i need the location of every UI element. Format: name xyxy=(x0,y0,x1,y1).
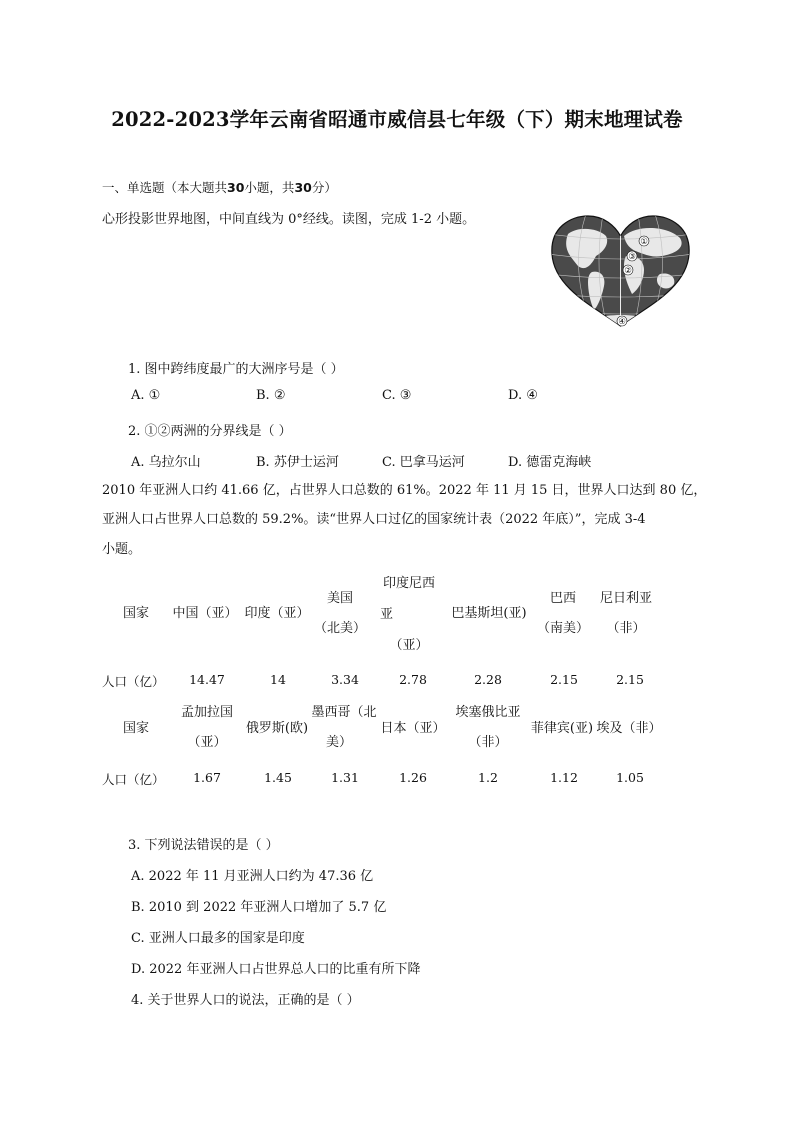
country-name: 埃及（非） xyxy=(596,721,662,736)
table-country xyxy=(172,698,242,758)
country-name-cont: 亚 xyxy=(380,607,394,622)
map-label-4: ④ xyxy=(618,317,626,327)
country-name: 中国（亚） xyxy=(172,606,238,621)
table-value: 1.67 xyxy=(193,770,221,785)
country-region: （北美） xyxy=(313,621,366,636)
question-4-stem: 4. 关于世界人口的说法，正确的是（ ） xyxy=(131,993,360,1008)
table-value: 1.2 xyxy=(478,770,498,785)
country-region: （亚） xyxy=(187,735,227,750)
section-end: 分） xyxy=(311,180,337,195)
intro-text-1: 心形投影世界地图，中间直线为 0°经线。读图，完成 1-2 小题。 xyxy=(102,212,476,227)
q2-option-c[interactable]: C. 巴拿马运河 xyxy=(382,455,465,470)
table-value: 1.05 xyxy=(616,770,644,785)
section-name: 一、单选题（本大题共 xyxy=(102,180,228,195)
table-header-label: 国家 xyxy=(122,721,149,736)
country-name: 印度（亚） xyxy=(244,606,310,621)
country-name: 孟加拉国 xyxy=(180,705,233,720)
intro-text-2-line-3: 小题。 xyxy=(102,542,142,557)
table-header-label: 国家 xyxy=(122,606,149,621)
page-title: 2022-2023学年云南省昭通市威信县七年级（下）期末地理试卷 xyxy=(111,108,683,131)
table-country xyxy=(310,584,370,644)
table-country xyxy=(308,698,380,758)
q2-option-b[interactable]: B. 苏伊士运河 xyxy=(256,455,339,470)
intro-text-2-line-1: 2010 年亚洲人口约 41.66 亿，占世界人口总数的 61%。2022 年 11 月 15 日，世界人口达到 80 亿， xyxy=(102,483,707,498)
table-value: 2.78 xyxy=(399,672,427,687)
table-value: 2.15 xyxy=(616,672,644,687)
table-country xyxy=(594,584,658,644)
table-value: 2.15 xyxy=(550,672,578,687)
country-name: 巴西 xyxy=(549,591,576,606)
intro-text-2-line-2: 亚洲人口占世界人口总数的 59.2%。读“世界人口过亿的国家统计表（2022 年底）”，完成 3-4 xyxy=(102,512,646,527)
q2-option-d[interactable]: D. 德雷克海峡 xyxy=(508,455,592,470)
country-name: 日本（亚） xyxy=(380,721,446,736)
q1-option-a[interactable]: A. ① xyxy=(131,388,161,403)
map-label-2: ② xyxy=(624,266,632,276)
country-name: 俄罗斯(欧) xyxy=(245,721,309,736)
country-name: 菲律宾(亚) xyxy=(530,721,594,736)
country-region: （亚） xyxy=(389,638,429,653)
table-value: 1.12 xyxy=(550,770,578,785)
q2-option-a[interactable]: A. 乌拉尔山 xyxy=(131,455,201,470)
table-country xyxy=(530,584,596,644)
q3-option-a[interactable]: A. 2022 年 11 月亚洲人口约为 47.36 亿 xyxy=(131,869,374,884)
q3-option-c[interactable]: C. 亚洲人口最多的国家是印度 xyxy=(131,931,305,946)
table-value: 14 xyxy=(270,672,286,687)
table-country xyxy=(376,568,442,661)
table-value: 1.26 xyxy=(399,770,427,785)
table-value: 14.47 xyxy=(189,672,225,687)
country-region: （南美） xyxy=(536,621,589,636)
question-2-stem: 2. ①②两洲的分界线是（ ） xyxy=(128,424,292,439)
question-1-stem: 1. 图中跨纬度最广的大洲序号是（ ） xyxy=(128,362,344,377)
table-value: 1.45 xyxy=(264,770,292,785)
q1-option-d[interactable]: D. ④ xyxy=(508,388,538,403)
country-name: 尼日利亚 xyxy=(599,591,652,606)
table-row-label: 人口（亿） xyxy=(102,674,165,689)
country-name: 美国 xyxy=(326,591,353,606)
q1-option-c[interactable]: C. ③ xyxy=(382,388,412,403)
table-country xyxy=(530,713,594,744)
table-country xyxy=(168,598,242,629)
table-country xyxy=(242,598,312,629)
country-name-cont: 美） xyxy=(326,735,353,750)
table-country xyxy=(594,713,664,744)
q3-option-b[interactable]: B. 2010 到 2022 年亚洲人口增加了 5.7 亿 xyxy=(131,900,387,915)
heart-world-map xyxy=(548,214,693,330)
question-3-stem: 3. 下列说法错误的是（ ） xyxy=(128,838,279,853)
table-value: 3.34 xyxy=(331,672,359,687)
table-country xyxy=(378,713,448,744)
table-value: 1.31 xyxy=(331,770,359,785)
q1-option-b[interactable]: B. ② xyxy=(256,388,286,403)
country-region: （非） xyxy=(606,621,646,636)
question-count: 30 xyxy=(227,180,245,195)
country-name: 印度尼西 xyxy=(382,576,435,591)
table-country xyxy=(244,713,310,744)
country-name: 埃塞俄比亚 xyxy=(455,705,521,720)
table-value: 2.28 xyxy=(474,672,502,687)
section-mid: 小题，共 xyxy=(244,180,295,195)
table-country xyxy=(448,698,528,758)
country-name: 巴基斯坦(亚) xyxy=(451,606,527,621)
table-country xyxy=(444,598,534,629)
section-heading xyxy=(102,178,337,196)
score-total: 30 xyxy=(294,180,312,195)
table-row-label: 人口（亿） xyxy=(102,772,165,787)
country-region: （非） xyxy=(468,735,508,750)
map-label-1: ① xyxy=(640,237,648,247)
map-label-3: ③ xyxy=(628,252,636,262)
q3-option-d[interactable]: D. 2022 年亚洲人口占世界总人口的比重有所下降 xyxy=(131,962,421,977)
country-name: 墨西哥（北 xyxy=(311,705,377,720)
